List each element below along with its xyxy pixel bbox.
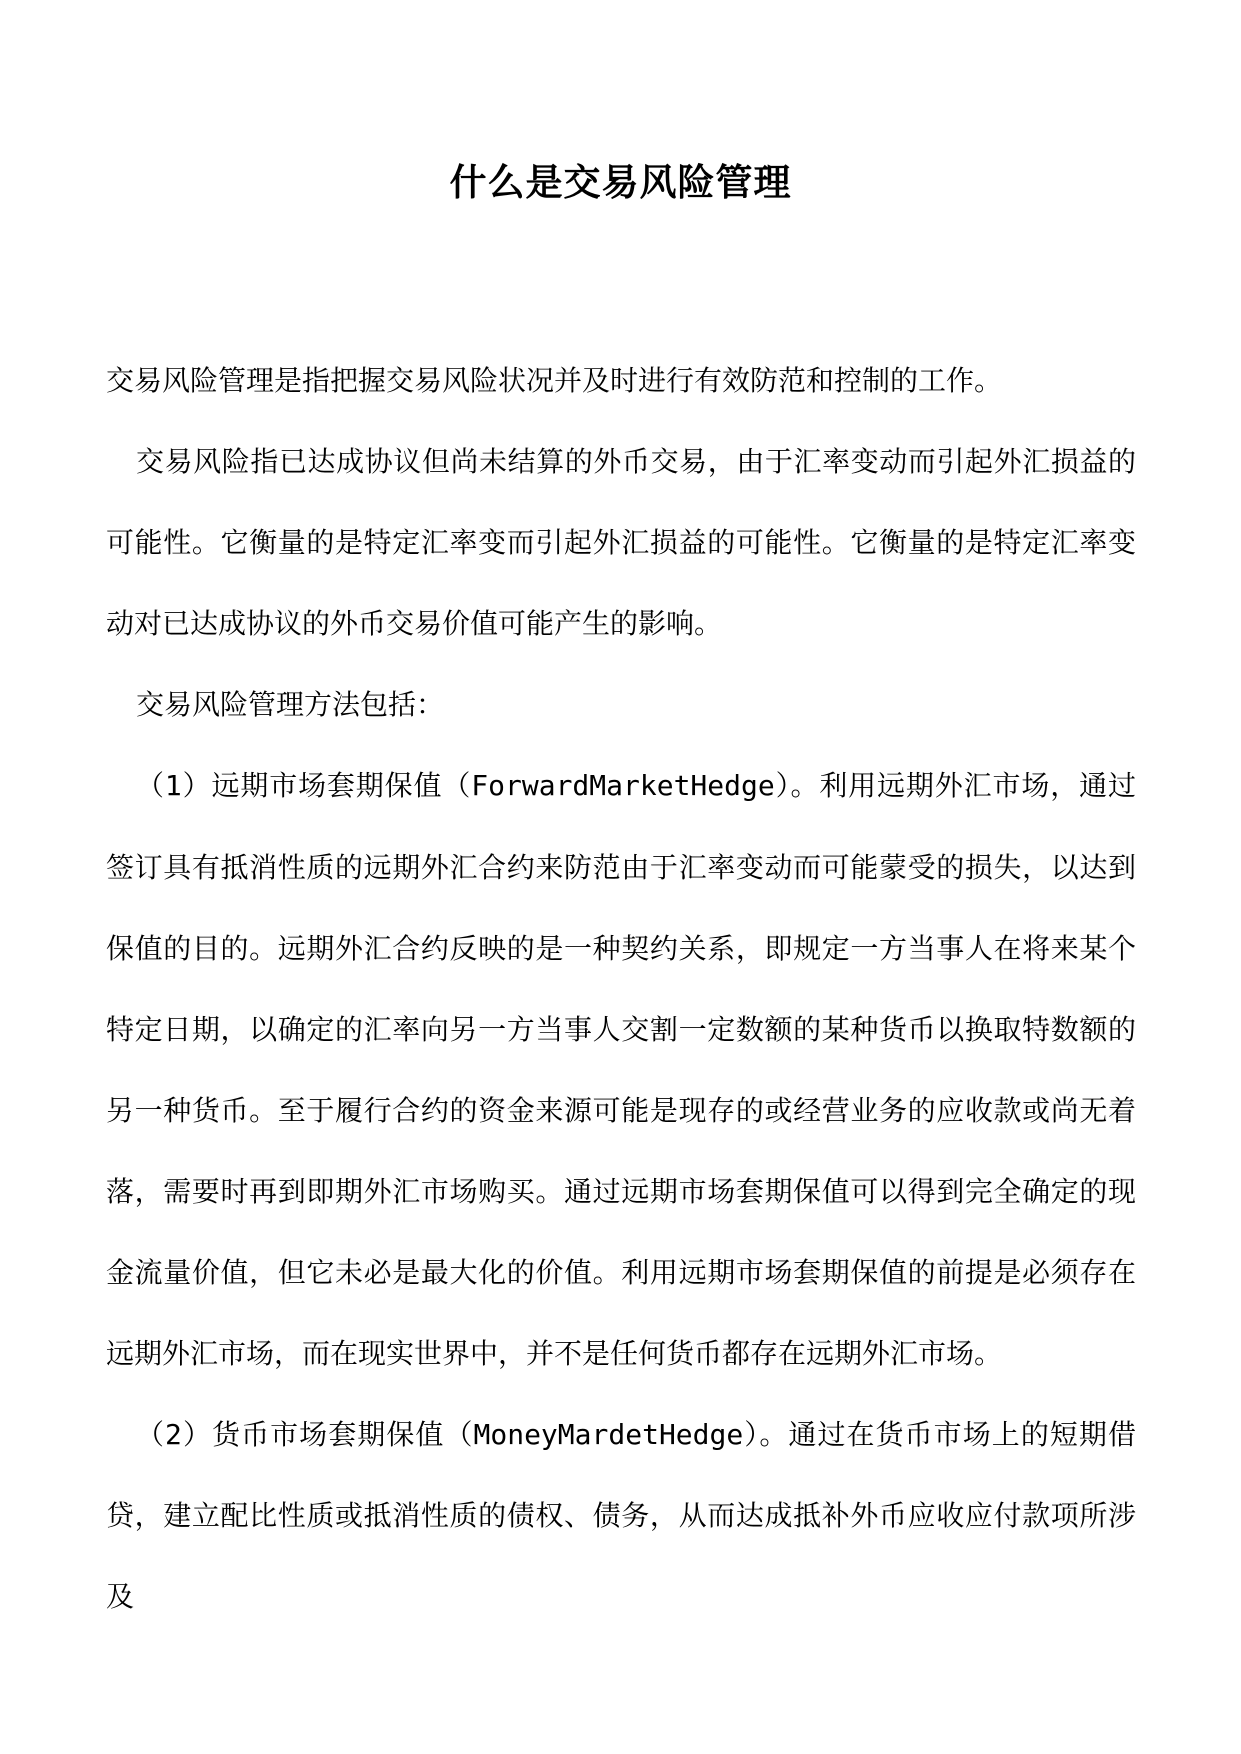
paragraph-forward-market-hedge: （1）远期市场套期保值（ForwardMarketHedge）。利用远期外汇市场，通过签订具有抵消性质的远期外汇合约来防范由于汇率变动而可能蒙受的损失，以达到保值的目的。远期外汇合约反映的是一种契约关系，即规定一方当事人在将来某个特定日期，以确定的汇率向另一方当事人交割一定数额的某种货币以换取特数额的另一种货币。至于履行合约的资金来源可能是现存的或经营业务的应收款或尚无着落，需要时再到即期外汇市场购买。通过远期市场套期保值可以得到完全确定的现金流量价值，但它未必是最大化的价值。利用远期市场套期保值的前提是必须存在远期外汇市场，而在现实世界中，并不是任何货币都存在远期外汇市场。: [106, 769, 1136, 1371]
document-body: [106, 340, 1136, 1638]
paragraph-transaction-risk: 交易风险指已达成协议但尚未结算的外币交易，由于汇率变动而引起外汇损益的可能性。它衡量的是特定汇率变而引起外汇损益的可能性。它衡量的是特定汇率变动对已达成协议的外币交易价值可能产生的影响。: [106, 445, 1136, 641]
paragraph-definition: 交易风险管理是指把握交易风险状况并及时进行有效防范和控制的工作。: [106, 364, 1003, 397]
paragraph-money-market-hedge: （2）货币市场套期保值（MoneyMardetHedge）。通过在货币市场上的短期借贷，建立配比性质或抵消性质的债权、债务，从而达成抵补外币应收应付款项所涉及: [106, 1418, 1136, 1614]
document-title: 什么是交易风险管理: [449, 160, 792, 204]
paragraph-methods-intro: 交易风险管理方法包括：: [136, 688, 445, 722]
